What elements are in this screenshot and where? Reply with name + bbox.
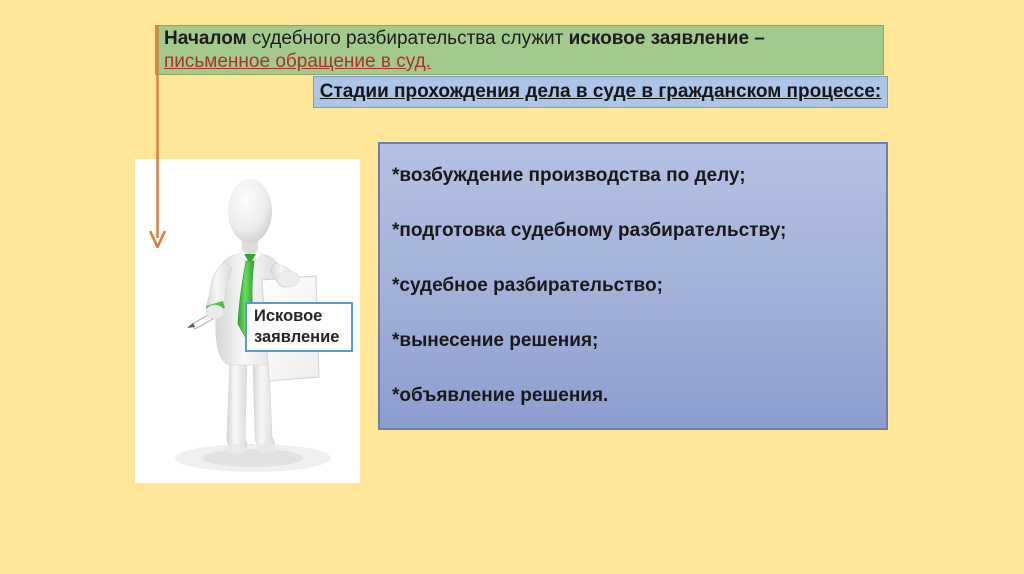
stage-item-2: *подготовка судебному разбирательству;: [392, 219, 787, 241]
intro-bold-end: исковое заявление –: [568, 28, 765, 49]
stage-item-1: *возбуждение производства по делу;: [392, 164, 746, 186]
stages-title: Стадии прохождения дела в суде в гражданском процессе:: [319, 81, 882, 102]
person-image-frame: [135, 159, 360, 483]
intro-text-box: [155, 25, 884, 75]
stage-item-3: *судебное разбирательство;: [392, 274, 663, 296]
stage-item-4: *вынесение решения;: [392, 330, 599, 352]
down-arrow-icon: [149, 25, 167, 253]
intro-bold-start: Началом: [164, 28, 247, 49]
claim-label: [245, 302, 353, 352]
claim-label-text: Исковое заявление: [254, 307, 340, 346]
intro-line-2-red: письменное обращение в суд.: [164, 51, 431, 72]
intro-regular-mid: судебного разбирательства служит: [246, 28, 569, 49]
stages-title-box: [313, 76, 888, 108]
stage-item-5: *объявление решения.: [392, 385, 609, 407]
stages-list-box: [378, 142, 888, 430]
intro-line-1: [164, 27, 875, 50]
